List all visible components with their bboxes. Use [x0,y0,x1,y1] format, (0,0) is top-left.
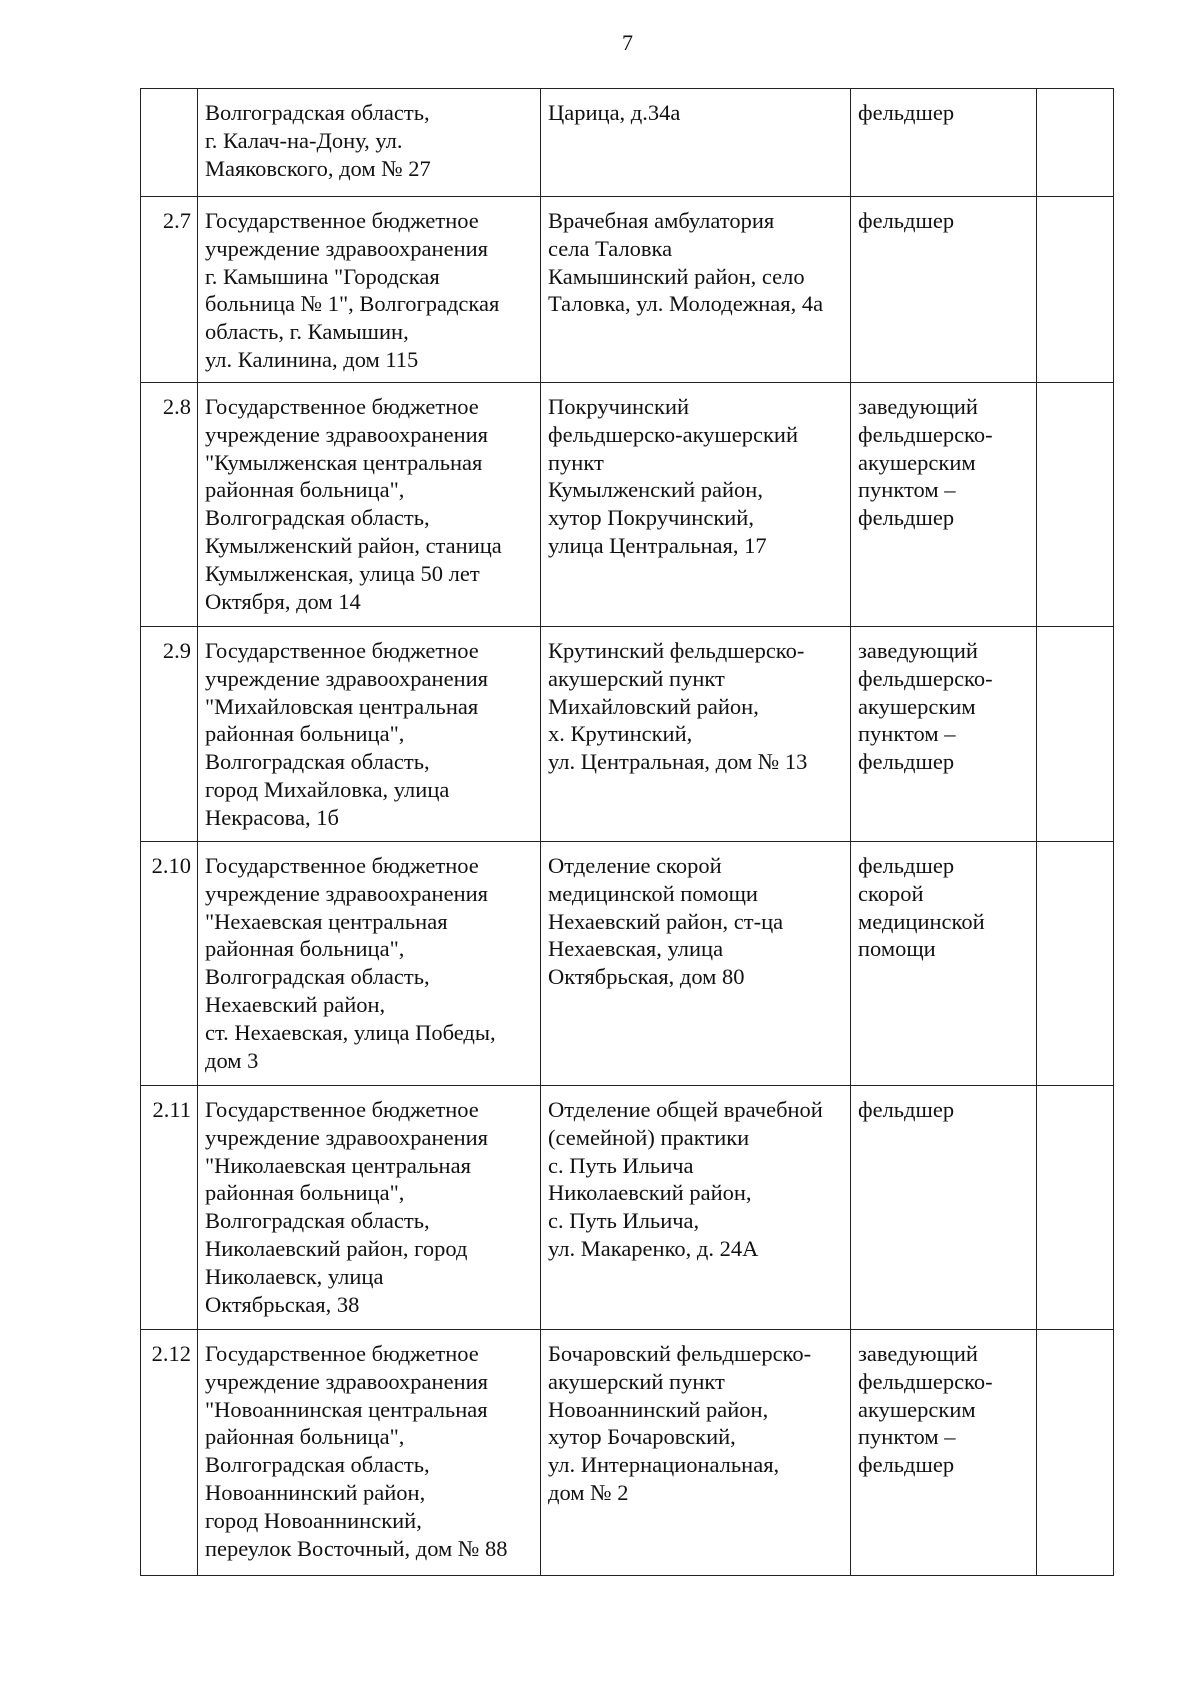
facilities-table [140,88,1114,1576]
table-row [141,1086,1114,1330]
row-number-cell: 2.8 [141,383,198,627]
table-row [141,197,1114,383]
empty-cell [1037,627,1114,842]
organization-cell: Государственное бюджетное учреждение здравоохранения "Николаевская центральная районная больница", Волгоградская область, Николаевский район, город Николаевск, улица Октябрьская, 38 [198,1086,541,1330]
site-cell: Бочаровский фельдшерско- акушерский пункт Новоаннинский район, хутор Бочаровский, ул. Интернациональная, дом № 2 [541,1330,851,1576]
table-row [141,842,1114,1086]
table-row [141,1330,1114,1576]
organization-cell: Государственное бюджетное учреждение здравоохранения "Кумылженская центральная районная больница", Волгоградская область, Кумылженский район, станица Кумылженская, улица 50 лет Октября, дом 14 [198,383,541,627]
site-cell: Покручинский фельдшерско-акушерский пункт Кумылженский район, хутор Покручинский, улица Центральная, 17 [541,383,851,627]
row-number-cell: 2.11 [141,1086,198,1330]
table-row [141,89,1114,197]
empty-cell [1037,1086,1114,1330]
position-cell: заведующий фельдшерско- акушерским пунктом – фельдшер [851,627,1037,842]
row-number-cell: 2.7 [141,197,198,383]
position-cell: заведующий фельдшерско- акушерским пунктом – фельдшер [851,1330,1037,1576]
site-cell: Врачебная амбулатория села Таловка Камышинский район, село Таловка, ул. Молодежная, 4а [541,197,851,383]
site-cell: Царица, д.34а [541,89,851,197]
site-cell: Отделение общей врачебной (семейной) практики с. Путь Ильича Николаевский район, с. Путь Ильича, ул. Макаренко, д. 24А [541,1086,851,1330]
position-cell: фельдшер [851,89,1037,197]
site-cell: Крутинский фельдшерско- акушерский пункт Михайловский район, х. Крутинский, ул. Центральная, дом № 13 [541,627,851,842]
site-cell: Отделение скорой медицинской помощи Нехаевский район, ст-ца Нехаевская, улица Октябрьская, дом 80 [541,842,851,1086]
page-number: 7 [622,30,633,55]
organization-cell: Государственное бюджетное учреждение здравоохранения "Нехаевская центральная районная больница", Волгоградская область, Нехаевский район, ст. Нехаевская, улица Победы, дом 3 [198,842,541,1086]
organization-cell: Государственное бюджетное учреждение здравоохранения г. Камышина "Городская больница № 1", Волгоградская область, г. Камышин, ул. Калинина, дом 115 [198,197,541,383]
empty-cell [1037,1330,1114,1576]
empty-cell [1037,197,1114,383]
empty-cell [1037,383,1114,627]
position-cell: фельдшер [851,1086,1037,1330]
position-cell: фельдшер [851,197,1037,383]
organization-cell: Волгоградская область, г. Калач-на-Дону, ул. Маяковского, дом № 27 [198,89,541,197]
table-row [141,627,1114,842]
organization-cell: Государственное бюджетное учреждение здравоохранения "Михайловская центральная районная больница", Волгоградская область, город Михайловка, улица Некрасова, 1б [198,627,541,842]
empty-cell [1037,89,1114,197]
position-cell: фельдшер скорой медицинской помощи [851,842,1037,1086]
organization-cell: Государственное бюджетное учреждение здравоохранения "Новоаннинская центральная районная больница", Волгоградская область, Новоаннинский район, город Новоаннинский, переулок Восточный, дом № 88 [198,1330,541,1576]
row-number-cell [141,89,198,197]
table-row [141,383,1114,627]
row-number-cell: 2.9 [141,627,198,842]
row-number-cell: 2.12 [141,1330,198,1576]
empty-cell [1037,842,1114,1086]
position-cell: заведующий фельдшерско- акушерским пунктом – фельдшер [851,383,1037,627]
row-number-cell: 2.10 [141,842,198,1086]
